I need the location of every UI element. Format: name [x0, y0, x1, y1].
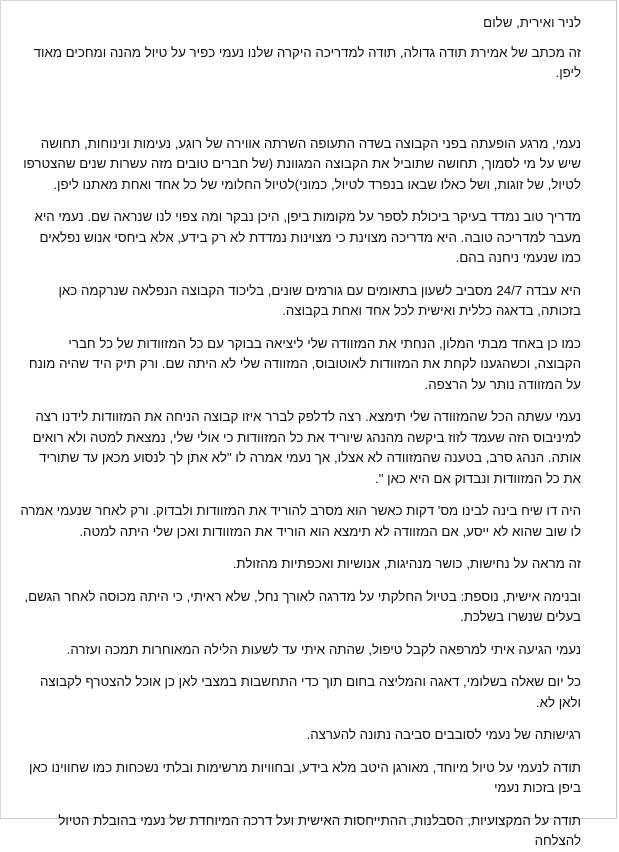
letter-paragraph: תודה על המקצועיות, הסבלנות, ההתייחסות האישית ועל דרכה המיוחדת של נעמי בהובלת הטיול להצלחה — [58, 812, 581, 848]
letter-paragraph: נעמי, מרגע הופעתה בפני הקבוצה בשדה התעופה השרתה אווירה של רוגע, נעימות ונינוחות, תחושה שיש על מי לסמוך, תחושה שתוביל את הקבוצה המגוונת (של חברים טובים מזה עשרות שנים שהצטרפו לטיול, של זוגות, ושל כאלו שבאו בנפרד לטיול, כמוני)לטיול החלומי של כל אחד ואחת מאתנו ליפן. — [23, 135, 581, 192]
letter-paragraph: מדריך טוב נמדד בעיקר ביכולת לספר על מקומות ביפן, היכן נבקר ומה צפוי לנו שנראה שם. נעמי היא מעבר למדריכה טובה. היא מדריכה מצוינת כי מצוינות נמדדת לא רק בידע, אלא ביחסי אנוש נפלאים כמו שנעמי ניחנה בהם. — [34, 209, 581, 265]
letter-paragraph: ובנימה אישית, נוספת: בטיול החלקתי על מדרגה לאורך נחל, שלא ראיתי, כי היתה מכוסה לאחר הגשם, בעלים שנשרו בשלכת. — [24, 588, 581, 624]
letter-paragraph: נעמי הגיעה איתי למרפאה לקבל טיפול, שהתה איתי עד לשעות הלילה המאוחרות תמכה ועזרה. — [66, 641, 581, 657]
letter-paragraph: כל יום שאלה בשלומי, דאגה והמליצה בחום תוך כדי התחשבות במצבי לאן כן אוכל להצטרף לקבוצה ולאן לא. — [39, 674, 581, 710]
letter-body — [20, 13, 581, 852]
letter-paragraph: נעמי עשתה הכל שהמזוודה שלי תימצא. רצה לדלפק לברר איזו קבוצה הניחה את המזוודות לידנו רצה למיניבוס הזה שעמד לזוז ביקשה מהנהג שיוריד את כל המזוודות כי אולי שלי, נמצאת למטה ולא רואים אותה. הנהג סרב, בטענה שהמזוודה לא אצלו, אך נעמי אמרה לו "לא אתן לך לנסוע מכאן עד שתוריד את כל המזוודות ונבדוק אם היא כאן ". — [32, 409, 581, 486]
letter-paragraph: כמו כן באחד מבתי המלון, הנחתי את המזוודה שלי ליציאה בבוקר עם כל המזוודות של כל חברי הקבוצה, וכשהגענו לקחת את המזוודות לאוטובוס, המזוודה שלי לא היתה שם. ורק תיק היד שהיה מונח על המזוודה נותר על הרצפה. — [28, 335, 581, 392]
letter-paragraph: רגישותה של נעמי לסובבים סביבה נתונה להערצה. — [306, 727, 581, 742]
letter-paragraph: היא עבדה 24/7 מסביב לשעון בתאומים עם גורמים שונים, בליכוד הקבוצה הנפלאה שנרקמה כאן בזכותה, בדאגה כללית ואישית לכל אחד ואחת בקבוצה. — [58, 282, 581, 318]
letter-intro: זה מכתב של אמירת תודה גדולה, תודה למדריכה היקרה שלנו נעמי כפיר על טיול מהנה ומחכים מאוד ליפן. — [33, 44, 581, 80]
letter-paragraph: היה דו שיח בינה לבינו מס' דקות כאשר הוא מסרב להוריד את המזוודות ולבדוק. ורק לאחר שנעמי אמרה לו שוב שהוא לא ייסע, אם המזוודה לא תימצא הוא הוריד את המזוודות ואכן שלי היתה למטה. — [20, 503, 581, 539]
letter-greeting: לניר ואירית, שלום — [483, 15, 581, 30]
letter-paragraph: זה מראה על נחישות, כושר מנהיגות, אנושיות ואכפתיות מהזולת. — [232, 556, 581, 571]
letter-paragraph: תודה לנעמי על טיול מיוחד, מאורגן היטב מלא בידע, ובחוויות מרשימות ובלתי נשכחות כמו שחווינו כאן ביפן בזכות נעמי — [28, 759, 581, 795]
